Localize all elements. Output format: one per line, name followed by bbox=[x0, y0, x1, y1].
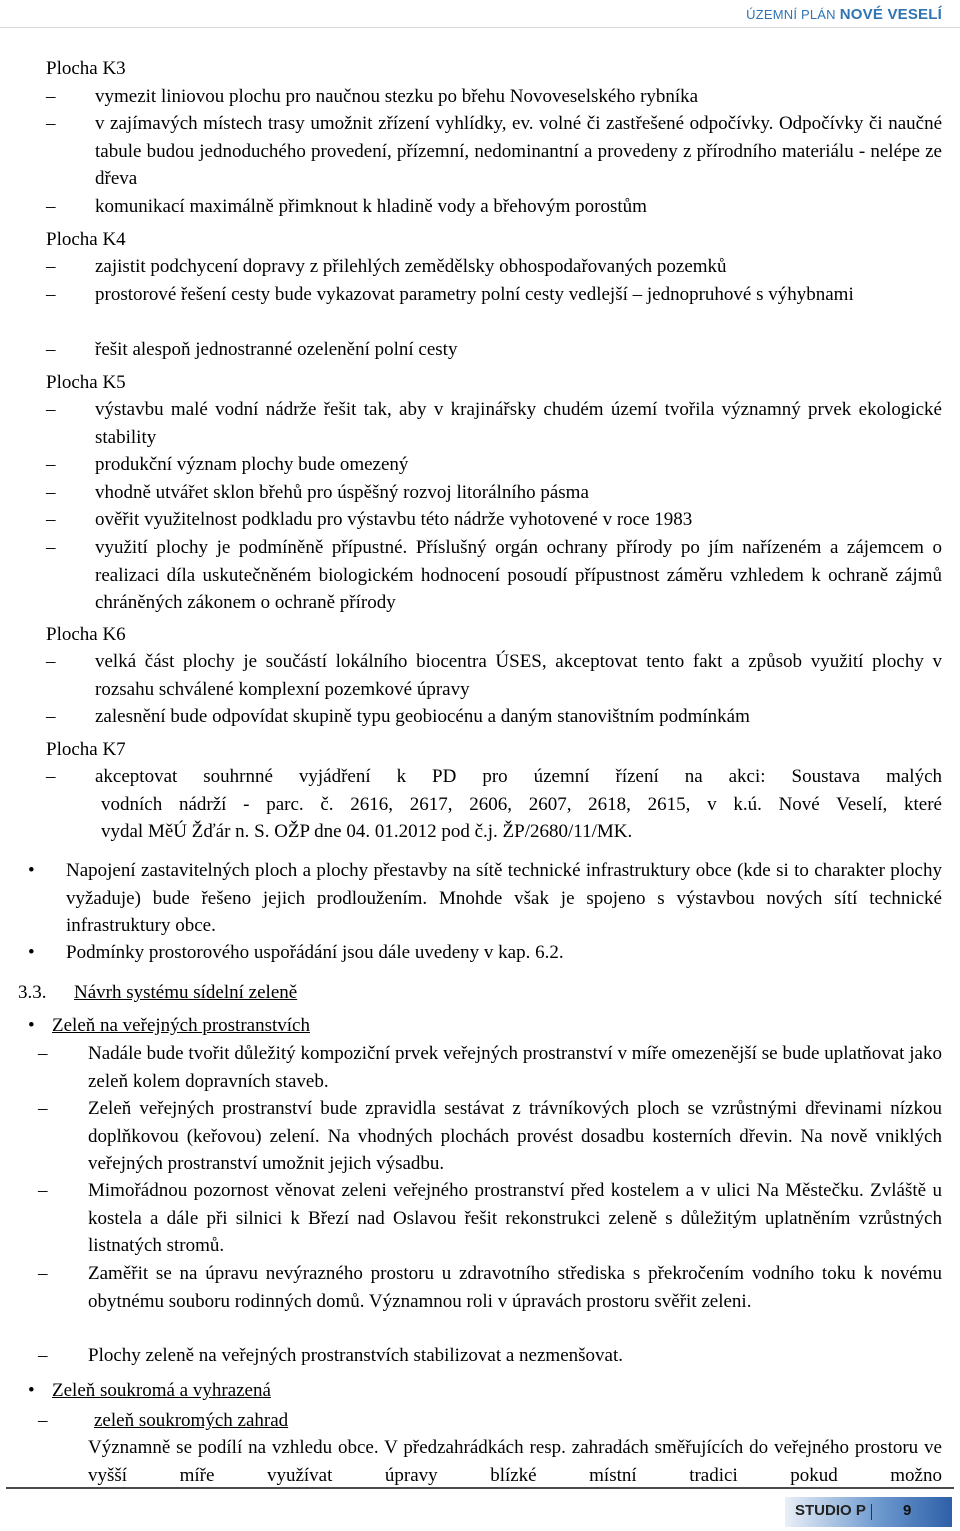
k4-item-1: – zajistit podchycení dopravy z přilehlých zemědělsky obhospodařovaných pozemků bbox=[46, 253, 942, 281]
private-green-paragraph: Významně se podílí na vzhledu obce. V předzahrádkách resp. zahradách směřujících do veřejného prostoru ve vyšší míře využívat úpravy blízké místní tradici pokud možno bbox=[88, 1437, 942, 1486]
subheading-private-green: Zeleň soukromá a vyhrazená bbox=[52, 1380, 271, 1401]
heading-plocha-k6: Plocha K6 bbox=[46, 624, 126, 645]
dash-marker: – bbox=[46, 482, 56, 503]
k7-item-1 bbox=[46, 763, 942, 846]
dash-marker: – bbox=[46, 706, 56, 727]
dash-marker: – bbox=[46, 113, 56, 134]
private-green-item-1: – zeleň soukromých zahrad bbox=[38, 1407, 942, 1435]
k5-item-2: – produkční význam plochy bude omezený bbox=[46, 451, 942, 479]
k5-item-5: – využití plochy je podmíněně přípustné. Příslušný orgán ochrany přírody po jím nařízeném a zájemcem o realizaci díla uskutečněném biologickém hodnocení posoudí přípustnost záměru vzhledem k ochraně zájmů chráněných zákonem o ochraně přírody bbox=[46, 534, 942, 617]
bullet-dot-icon: • bbox=[28, 860, 35, 881]
dash-marker: – bbox=[46, 454, 56, 475]
dash-marker: – bbox=[46, 86, 56, 107]
bullet-dot-icon: • bbox=[28, 1015, 35, 1036]
dash-marker: – bbox=[38, 1043, 48, 1064]
heading-plocha-k5: Plocha K5 bbox=[46, 372, 126, 393]
public-green-item-1: – Nadále bude tvořit důležitý kompoziční prvek veřejných prostranství v míře omezenější se bude uplatňovat jako zeleň kolem dopravních staveb. bbox=[38, 1040, 942, 1095]
dash-marker: – bbox=[38, 1345, 48, 1366]
heading-plocha-k4: Plocha K4 bbox=[46, 229, 126, 250]
k3-item-2: – v zajímavých místech trasy umožnit zřízení vyhlídky, ev. volné či zastřešené odpočívky. Odpočívky či naučné tabule budou jednoduchého provedení, přízemní, nedominantní a provedeny z přírodního materiálu - nelépe ze dřeva bbox=[46, 110, 942, 193]
heading-plocha-k3: Plocha K3 bbox=[46, 58, 126, 79]
k6-item-2: – zalesnění bude odpovídat skupině typu geobiocénu a daným stanovištním podmínkám bbox=[46, 703, 942, 731]
public-green-item-2: – Zeleň veřejných prostranství bude zpravidla sestávat z trávníkových ploch se vzrůstnými dřevinami nízkou doplňkovou (keřovou) zelení. Na vhodných plochách provést dosadbu kosterních dřevin. Na nově vniklých veřejných prostranství umožnit jejich výsadbu. bbox=[38, 1095, 942, 1178]
dash-marker: – bbox=[46, 651, 56, 672]
k7-line-1: akceptovat souhrnné vyjádření k PD pro územní řízení na akci: Soustava malých bbox=[95, 766, 942, 787]
dash-marker: – bbox=[46, 537, 56, 558]
k7-line-3: vydal MěÚ Žďár n. S. OŽP dne 04. 01.2012 pod č.j. ŽP/2680/11/MK. bbox=[101, 821, 633, 842]
k7-line-2: vodních nádrží - parc. č. 2616, 2617, 2606, 2607, 2618, 2615, v k.ú. Nové Veselí, které bbox=[101, 793, 942, 815]
dash-marker: – bbox=[46, 284, 56, 305]
k5-item-4: – ověřit využitelnost podkladu pro výstavbu této nádrže vyhotovené v roce 1983 bbox=[46, 506, 942, 534]
footer-studio: STUDIO P bbox=[795, 1502, 866, 1519]
footer-badge bbox=[785, 1497, 952, 1527]
header-municipality: NOVÉ VESELÍ bbox=[839, 6, 942, 23]
subheading-public-green: Zeleň na veřejných prostranstvích bbox=[52, 1015, 310, 1036]
k6-item-1: – velká část plochy je součástí lokálního biocentra ÚSES, akceptovat tento fakt a způsob využití plochy v rozsahu schválené komplexní pozemkové úpravy bbox=[46, 648, 942, 703]
bullet-dot-icon: • bbox=[28, 1380, 35, 1401]
dash-marker: – bbox=[46, 339, 56, 360]
k5-item-1: – výstavbu malé vodní nádrže řešit tak, aby v krajinářsky chudém území tvořila významný prvek ekologické stability bbox=[46, 396, 942, 451]
k4-item-3: – řešit alespoň jednostranné ozelenění polní cesty bbox=[46, 336, 942, 364]
page-footer bbox=[6, 1487, 954, 1529]
dash-marker: – bbox=[38, 1180, 48, 1201]
dash-marker: – bbox=[46, 399, 56, 420]
public-green-item-4: – Zaměřit se na úpravu nevýrazného prostoru u zdravotního střediska s překročením vodního toku k novému obytnému souboru rodinných domů. Významnou roli v úpravách prostoru svěřit zeleni. bbox=[38, 1260, 942, 1315]
public-green-item-5: – Plochy zeleně na veřejných prostranstvích stabilizovat a nezmenšovat. bbox=[38, 1342, 942, 1370]
public-green-item-3: – Mimořádnou pozornost věnovat zeleni veřejného prostranství před kostelem a v ulici Na Městečku. Zvláště u kostela a dále při silnici k Březí nad Oslavou řešit rekonstrukci zeleně s důležitým uplatněním vzrůstných listnatých stromů. bbox=[38, 1177, 942, 1260]
dash-marker: – bbox=[46, 256, 56, 277]
dash-marker: – bbox=[38, 1263, 48, 1284]
bullet-item-2: • Podmínky prostorového uspořádání jsou dále uvedeny v kap. 6.2. bbox=[28, 939, 942, 967]
bullet-dot-icon: • bbox=[28, 942, 35, 963]
k5-item-3: – vhodně utvářet sklon břehů pro úspěšný rozvoj litorálního pásma bbox=[46, 479, 942, 507]
header-label: ÚZEMNÍ PLÁN bbox=[746, 7, 836, 22]
heading-plocha-k7: Plocha K7 bbox=[46, 739, 126, 760]
footer-separator bbox=[871, 1504, 872, 1520]
page-number: 9 bbox=[903, 1502, 912, 1519]
bullet-item-1: • Napojení zastavitelných ploch a plochy přestavby na sítě technické infrastruktury obce (kde si to charakter plochy vyžaduje) bude řešeno jejich prodloužením. Mnohde však je spojeno s výstavbou nových sítí technické infrastruktury obce. bbox=[28, 857, 942, 940]
section-number: 3.3. bbox=[18, 982, 47, 1003]
k4-item-2: – prostorové řešení cesty bude vykazovat parametry polní cesty vedlejší – jednopruhové s výhybnami bbox=[46, 281, 942, 309]
dash-marker: – bbox=[46, 196, 56, 217]
dash-marker: – bbox=[38, 1098, 48, 1119]
dash-marker: – bbox=[38, 1410, 48, 1431]
dash-marker: – bbox=[46, 766, 56, 787]
k3-item-1: – vymezit liniovou plochu pro naučnou stezku po břehu Novoveselského rybníka bbox=[46, 83, 942, 111]
section-title: Návrh systému sídelní zeleně bbox=[74, 982, 298, 1003]
dash-marker: – bbox=[46, 509, 56, 530]
k3-item-3: – komunikací maximálně přimknout k hladině vody a břehovým porostům bbox=[46, 193, 942, 221]
